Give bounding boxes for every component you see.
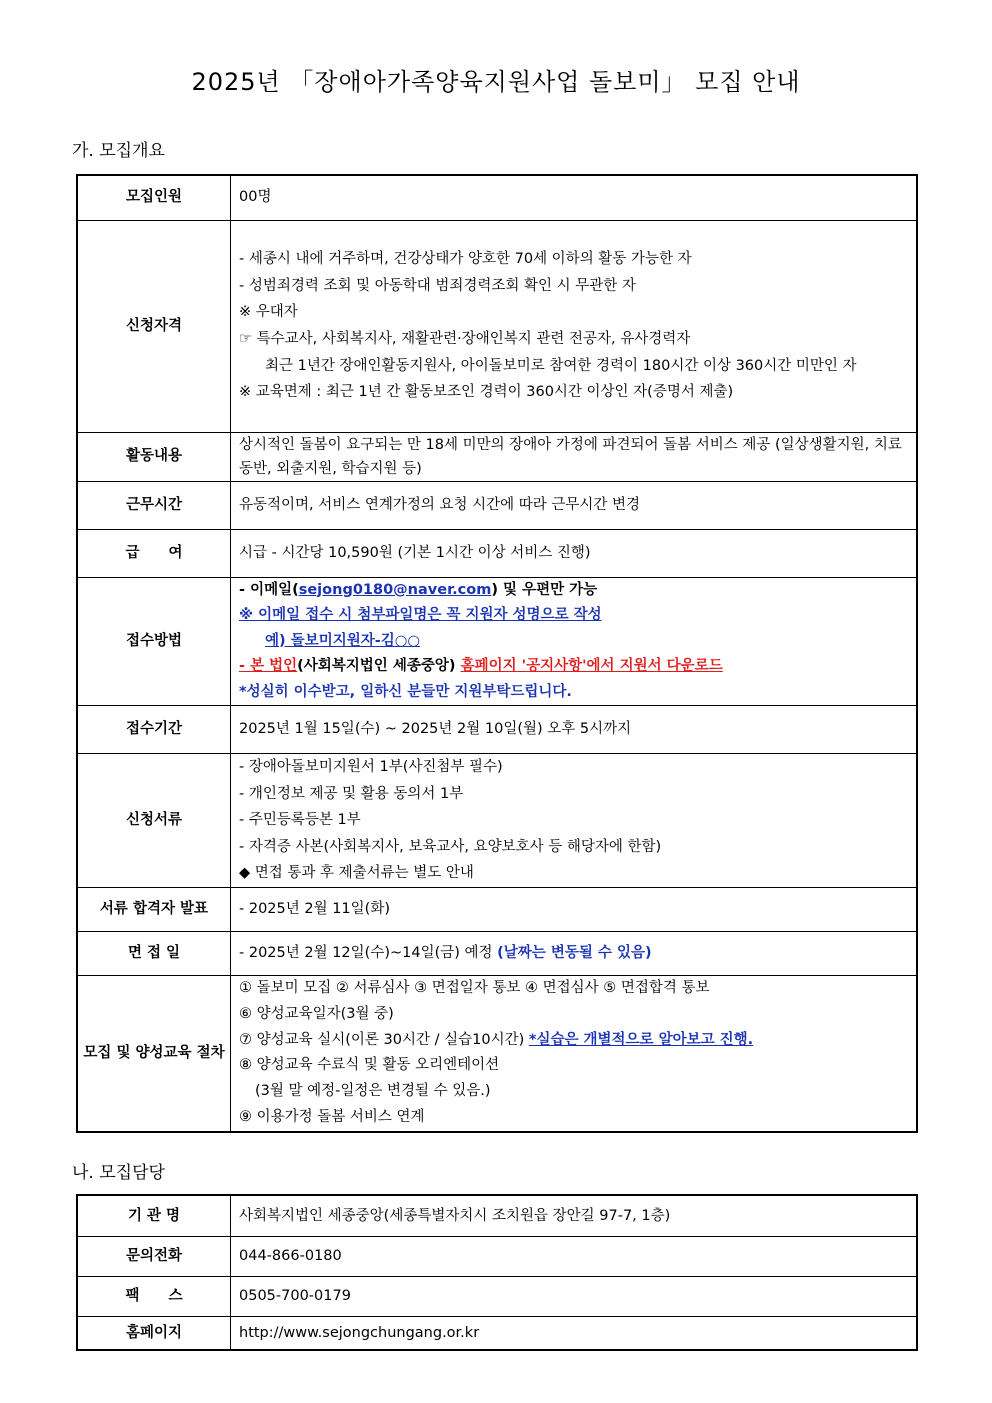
organization-label: 기 관 명	[77, 1195, 231, 1236]
row-count	[77, 175, 917, 220]
email-link[interactable]: sejong0180@naver.com	[298, 581, 492, 598]
hours-value: 유동적이며, 서비스 연계가정의 요청 시간에 따라 근무시간 변경	[231, 481, 918, 529]
documents-line: - 개인정보 제공 및 활용 동의서 1부	[239, 785, 464, 802]
row-hours	[77, 481, 917, 529]
pay-value: 시급 - 시간당 10,590원 (기본 1시간 이상 서비스 진행)	[231, 529, 918, 577]
process-line: ⑥ 양성교육일자(3월 중)	[239, 1005, 394, 1022]
row-documents	[77, 754, 917, 888]
process-training-note: *실습은 개별적으로 알아보고 진행.	[528, 1031, 754, 1048]
documents-line: - 자격증 사본(사회복지사, 보육교사, 요양보호사 등 해당자에 한함)	[239, 838, 662, 855]
method-line-example: 예) 돌보미지원자-김○○	[265, 632, 421, 649]
hours-label: 근무시간	[77, 481, 231, 529]
method-corp-name: (사회복지법인 세종중앙)	[297, 658, 461, 674]
method-line-filename: ※ 이메일 접수 시 첨부파일명은 꼭 지원자 성명으로 작성	[239, 607, 602, 623]
homepage-link[interactable]: http://www.sejongchungang.or.kr	[231, 1316, 918, 1350]
process-line: ① 돌보미 모집 ② 서류심사 ③ 면접일자 통보 ④ 면접심사 ⑤ 면접합격 통보	[239, 979, 710, 996]
documents-line: - 주민등록등본 1부	[239, 812, 361, 829]
row-homepage	[77, 1316, 917, 1350]
method-email-pre: - 이메일(	[239, 581, 299, 598]
interview-value	[231, 931, 918, 975]
organization-value: 사회복지법인 세종중앙(세종특별자치시 조치원읍 장안길 97-7, 1층)	[231, 1195, 918, 1236]
qualification-line: ※ 우대자	[239, 304, 298, 321]
method-line-note: *성실히 이수받고, 일하신 분들만 지원부탁드립니다.	[239, 683, 572, 700]
qualification-line: - 세종시 내에 거주하며, 건강상태가 양호한 70세 이하의 활동 가능한 자	[239, 251, 692, 268]
interview-date: - 2025년 2월 12일(수)~14일(금) 예정	[239, 945, 498, 962]
count-label: 모집인원	[77, 175, 231, 220]
row-interview	[77, 931, 917, 975]
documents-line: ◆ 면접 통과 후 제출서류는 별도 안내	[239, 865, 474, 882]
row-qualification	[77, 220, 917, 432]
recruit-overview-table	[76, 174, 918, 1133]
method-label: 접수방법	[77, 577, 231, 706]
method-value	[231, 577, 918, 706]
documents-label: 신청서류	[77, 754, 231, 888]
qualification-line: 최근 1년간 장애인활동지원사, 아이돌보미로 참여한 경력이 180시간 이상 360시간 미만인 자	[265, 357, 857, 374]
count-value: 00명	[231, 175, 918, 220]
row-announcement	[77, 887, 917, 931]
homepage-label: 홈페이지	[77, 1316, 231, 1350]
period-label: 접수기간	[77, 706, 231, 754]
phone-value: 044-866-0180	[231, 1236, 918, 1276]
period-value: 2025년 1월 15일(수) ~ 2025년 2월 10일(월) 오후 5시까지	[231, 706, 918, 754]
row-pay	[77, 529, 917, 577]
process-training: ⑦ 양성교육 실시(이론 30시간 / 실습10시간)	[239, 1031, 529, 1048]
activity-value: 상시적인 돌봄이 요구되는 만 18세 미만의 장애아 가정에 파견되어 돌봄 서비스 제공 (일상생활지원, 치료동반, 외출지원, 학습지원 등)	[231, 432, 918, 481]
method-corp: - 본 법인	[239, 658, 298, 674]
process-line	[239, 1028, 908, 1054]
page-title: 2025년 「장애아가족양육지원사업 돌보미」 모집 안내	[191, 68, 801, 96]
row-process	[77, 975, 917, 1131]
process-value	[231, 975, 918, 1131]
process-line: ⑧ 양성교육 수료식 및 활동 오리엔테이션	[239, 1057, 500, 1074]
contact-table	[76, 1194, 918, 1351]
section-heading-overview: 가. 모집개요	[72, 141, 165, 161]
interview-note: (날짜는 변동될 수 있음)	[497, 945, 652, 962]
qualification-line: ☞ 특수교사, 사회복지사, 재활관련·장애인복지 관련 전공자, 유사경력자	[239, 331, 691, 347]
fax-value: 0505-700-0179	[231, 1276, 918, 1316]
row-organization	[77, 1195, 917, 1236]
qualification-value	[231, 220, 918, 432]
row-phone	[77, 1236, 917, 1276]
process-label: 모집 및 양성교육 절차	[77, 975, 231, 1131]
documents-value	[231, 754, 918, 888]
row-fax	[77, 1276, 917, 1316]
phone-label: 문의전화	[77, 1236, 231, 1276]
method-homepage-notice: 홈페이지 '공지사항'에서 지원서 다운로드	[460, 658, 723, 674]
qualification-line: ※ 교육면제 : 최근 1년 간 활동보조인 경력이 360시간 이상인 자(증명서 제출)	[239, 384, 734, 401]
method-line-email	[239, 578, 908, 604]
pay-label: 급 여	[77, 529, 231, 577]
row-activity	[77, 432, 917, 481]
announcement-value: - 2025년 2월 11일(화)	[231, 887, 918, 931]
process-line: ⑨ 이용가정 돌봄 서비스 연계	[239, 1108, 425, 1125]
announcement-label: 서류 합격자 발표	[77, 887, 231, 931]
section-heading-contact: 나. 모집담당	[72, 1163, 165, 1183]
method-line-download	[239, 654, 908, 680]
fax-label: 팩 스	[77, 1276, 231, 1316]
interview-label: 면 접 일	[77, 931, 231, 975]
row-method	[77, 577, 917, 706]
activity-label: 활동내용	[77, 432, 231, 481]
qualification-label: 신청자격	[77, 220, 231, 432]
qualification-line: - 성범죄경력 조회 및 아동학대 범죄경력조회 확인 시 무관한 자	[239, 277, 636, 294]
method-email-post: ) 및 우편만 가능	[491, 581, 598, 598]
documents-line: - 장애아돌보미지원서 1부(사진첨부 필수)	[239, 759, 503, 775]
row-period	[77, 706, 917, 754]
process-line: (3월 말 예정-일정은 변경될 수 있음.)	[255, 1083, 491, 1100]
